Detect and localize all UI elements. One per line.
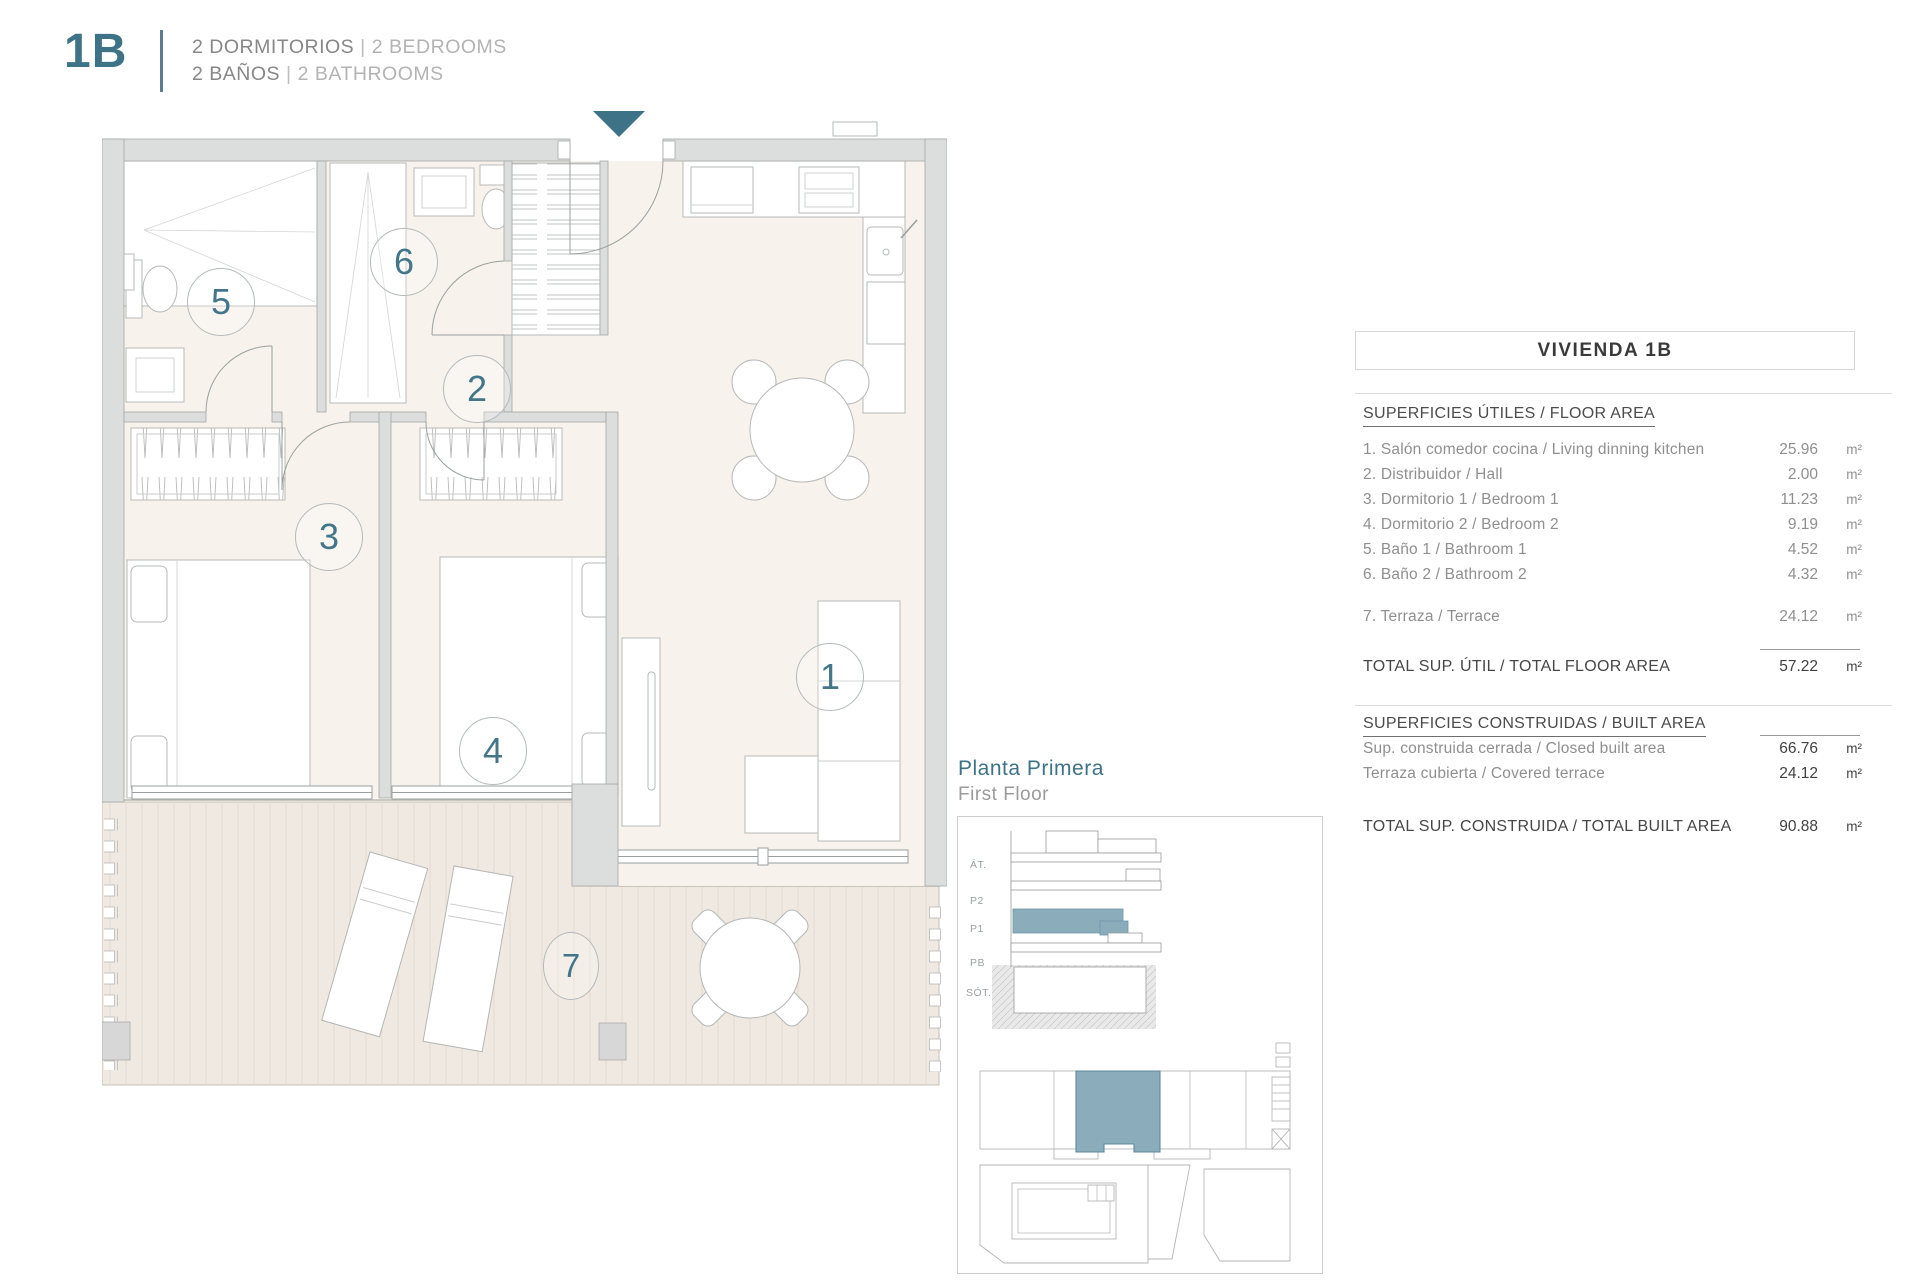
entrance-arrow-icon	[593, 111, 645, 137]
total-floor-area-row	[1363, 658, 1862, 683]
unit-code: 1B	[64, 25, 128, 78]
row-value: 25.96	[1779, 441, 1818, 458]
table-row	[1363, 541, 1862, 566]
floor-label-p1: P1	[970, 923, 984, 935]
row-label: 5. Baño 1 / Bathroom 1	[1363, 541, 1527, 558]
row-value: 24.12	[1779, 765, 1818, 782]
floor-label-sotano: SÓT.	[966, 987, 992, 999]
row-value: 2.00	[1787, 466, 1818, 483]
row-unit: m²	[1846, 442, 1862, 457]
row-unit: m²	[1846, 467, 1862, 482]
total-built-area-row	[1363, 818, 1862, 843]
row-unit: m²	[1846, 741, 1862, 756]
row-value: 4.52	[1787, 541, 1818, 558]
key-floorplan	[980, 1043, 1290, 1263]
row-unit: m²	[1846, 517, 1862, 532]
table-row	[1363, 765, 1862, 790]
key-title-en: First Floor	[958, 784, 1049, 805]
divider-line	[1355, 393, 1892, 394]
separator: |	[286, 63, 292, 85]
floor-area-heading: SUPERFICIES ÚTILES / FLOOR AREA	[1363, 405, 1655, 427]
room-marker-living	[796, 643, 864, 711]
row-label: 6. Baño 2 / Bathroom 2	[1363, 566, 1527, 583]
area-table	[1355, 331, 1892, 861]
divider-line	[1355, 705, 1892, 706]
sum-line	[1760, 649, 1860, 650]
room-number: 3	[318, 516, 340, 557]
floor-label-atico: ÁT.	[970, 859, 987, 871]
row-label: TOTAL SUP. CONSTRUIDA / TOTAL BUILT AREA	[1363, 818, 1732, 835]
bathrooms-en: 2 BATHROOMS	[297, 63, 444, 85]
hall-closet	[512, 163, 600, 335]
key-title-es: Planta Primera	[958, 757, 1104, 780]
row-unit: m²	[1846, 659, 1862, 674]
row-label: 4. Dormitorio 2 / Bedroom 2	[1363, 516, 1559, 533]
row-value: 4.32	[1787, 566, 1818, 583]
building-section	[992, 831, 1161, 1029]
room-number: 2	[466, 368, 488, 409]
row-label: 1. Salón comedor cocina / Living dinning kitchen	[1363, 441, 1705, 458]
row-unit: m²	[1846, 567, 1862, 582]
floorplan-drawing	[102, 110, 947, 1100]
terrace-table	[688, 906, 811, 1029]
key-diagram-box	[957, 816, 1323, 1274]
table-row	[1363, 441, 1862, 466]
row-label: TOTAL SUP. ÚTIL / TOTAL FLOOR AREA	[1363, 658, 1671, 675]
row-unit: m²	[1846, 542, 1862, 557]
row-value: 66.76	[1779, 740, 1818, 757]
room-number: 4	[482, 730, 504, 771]
header-divider	[160, 30, 163, 92]
row-value: 24.12	[1779, 608, 1818, 625]
bedrooms-line	[192, 34, 507, 61]
room-number: 5	[210, 281, 232, 322]
bathrooms-line	[192, 61, 507, 88]
row-label: 2. Distribuidor / Hall	[1363, 466, 1503, 483]
room-number: 6	[393, 241, 415, 282]
sum-line	[1760, 735, 1860, 736]
bathrooms-es: 2 BAÑOS	[192, 63, 281, 85]
table-row	[1363, 740, 1862, 765]
row-label: 7. Terraza / Terrace	[1363, 608, 1500, 625]
bedrooms-en: 2 BEDROOMS	[371, 36, 507, 58]
table-row	[1363, 608, 1862, 633]
separator: |	[360, 36, 366, 58]
row-unit: m²	[1846, 819, 1862, 834]
table-row	[1363, 566, 1862, 591]
table-row	[1363, 491, 1862, 516]
row-label: Sup. construida cerrada / Closed built area	[1363, 740, 1666, 757]
floor-label-pb: PB	[970, 957, 986, 969]
room-marker-hall	[443, 355, 511, 423]
room-number: 7	[561, 947, 581, 984]
key-diagram-svg	[958, 817, 1322, 1271]
row-label: Terraza cubierta / Covered terrace	[1363, 765, 1605, 782]
row-unit: m²	[1846, 766, 1862, 781]
row-unit: m²	[1846, 609, 1862, 624]
floor-label-p2: P2	[970, 895, 984, 907]
table-title: VIVIENDA 1B	[1355, 331, 1855, 370]
room-marker-bathroom1	[187, 268, 255, 336]
row-unit: m²	[1846, 492, 1862, 507]
row-value: 57.22	[1779, 658, 1818, 675]
row-label: 3. Dormitorio 1 / Bedroom 1	[1363, 491, 1559, 508]
unit-summary	[192, 34, 507, 88]
row-value: 9.19	[1787, 516, 1818, 533]
dining-table	[732, 360, 869, 500]
room-marker-terrace	[543, 932, 599, 1000]
room-marker-bathroom2	[370, 228, 438, 296]
bedrooms-es: 2 DORMITORIOS	[192, 36, 355, 58]
room-marker-bedroom1	[295, 503, 363, 571]
row-value: 90.88	[1779, 818, 1818, 835]
table-row	[1363, 516, 1862, 541]
row-value: 11.23	[1780, 491, 1818, 508]
room-marker-bedroom2	[459, 717, 527, 785]
built-area-heading: SUPERFICIES CONSTRUIDAS / BUILT AREA	[1363, 715, 1706, 737]
room-number: 1	[819, 656, 841, 697]
table-row	[1363, 466, 1862, 491]
